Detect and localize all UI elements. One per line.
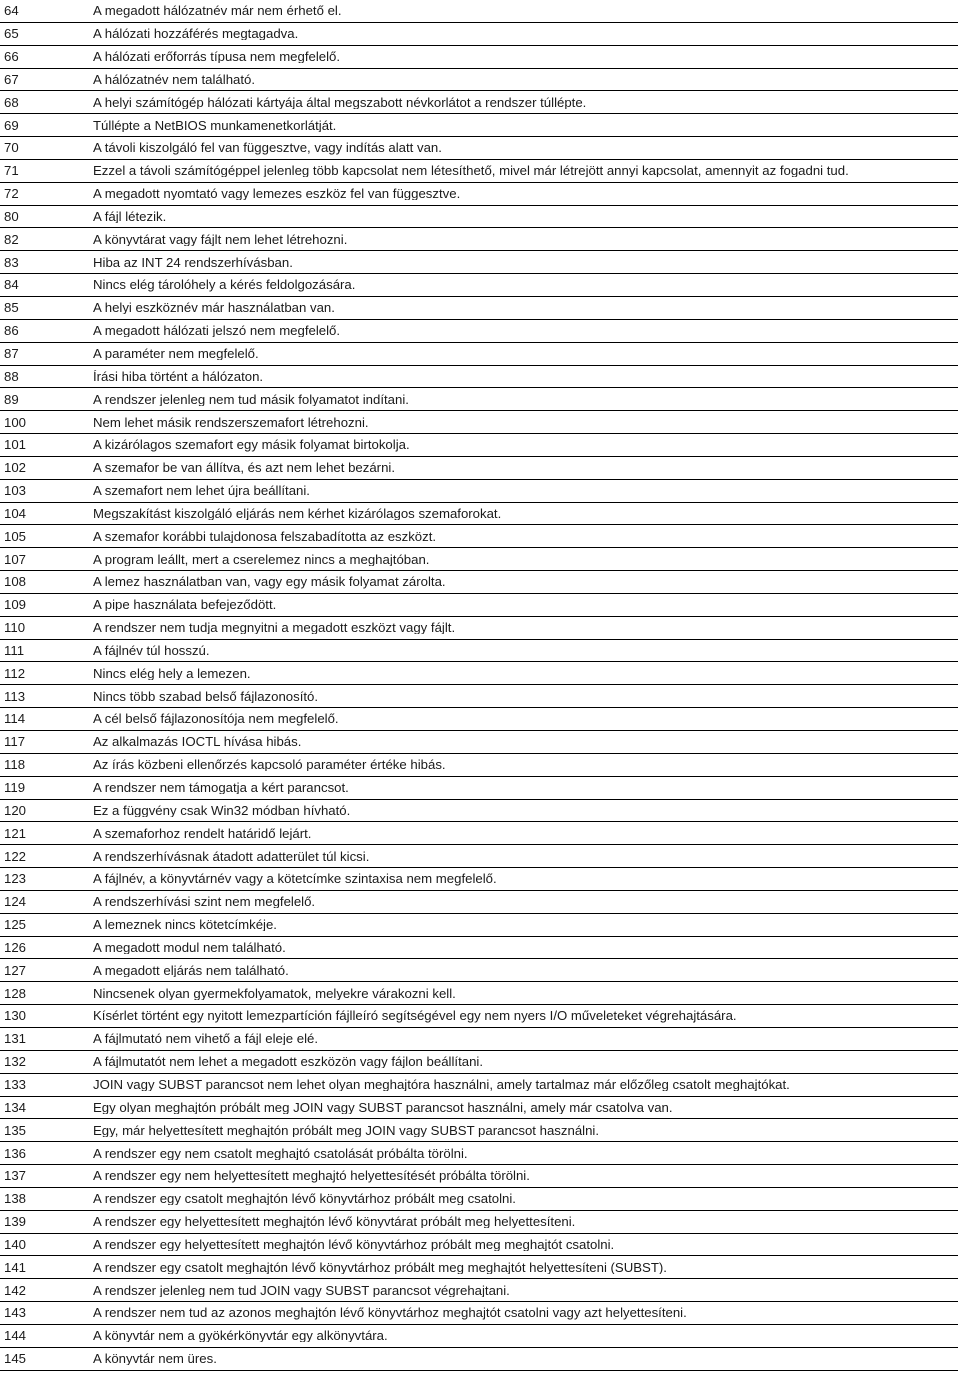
error-message: A fájlnév, a könyvtárnév vagy a kötetcímke szintaxisa nem megfelelő. <box>93 872 497 886</box>
table-row <box>0 114 958 137</box>
error-message: A könyvtárat vagy fájlt nem lehet létrehozni. <box>93 232 348 246</box>
error-code: 134 <box>4 1099 27 1115</box>
error-message: A rendszer nem tudja megnyitni a megadott eszközt vagy fájlt. <box>93 621 456 635</box>
error-code: 132 <box>4 1054 27 1070</box>
error-message: A szemaforhoz rendelt határidő lejárt. <box>93 826 312 840</box>
error-message: Nincs elég hely a lemezen. <box>93 666 251 680</box>
error-message: A rendszer jelenleg nem tud másik folyamatot indítani. <box>93 392 409 406</box>
table-row <box>0 1005 958 1028</box>
error-message: A rendszer nem tud az azonos meghajtón lévő könyvtárhoz meghajtót csatolni vagy azt helyettesíteni. <box>93 1306 687 1320</box>
error-code: 126 <box>4 939 27 955</box>
error-message: Egy olyan meghajtón próbált meg JOIN vagy SUBST parancsot használni, amely már csatolva van. <box>93 1100 673 1115</box>
error-message: A megadott modul nem található. <box>93 940 286 955</box>
error-code: 109 <box>4 597 27 613</box>
error-code: 68 <box>4 94 19 110</box>
table-row <box>0 685 958 708</box>
error-message: A lemeznek nincs kötetcímkéje. <box>93 918 277 932</box>
error-message: A rendszer jelenleg nem tud JOIN vagy SUBST parancsot végrehajtani. <box>93 1283 510 1297</box>
table-row <box>0 183 958 206</box>
table-row <box>0 320 958 343</box>
table-row <box>0 1211 958 1234</box>
error-message: A rendszer egy csatolt meghajtón lévő könyvtárhoz próbált meg meghajtót helyettesíteni (SUBST). <box>93 1260 667 1274</box>
error-code: 136 <box>4 1145 27 1161</box>
error-message: A pipe használata befejeződött. <box>93 598 277 612</box>
error-code: 140 <box>4 1236 27 1252</box>
error-code: 125 <box>4 917 27 933</box>
table-row <box>0 457 958 480</box>
error-code: 105 <box>4 528 27 544</box>
table-row <box>0 777 958 800</box>
error-code: 137 <box>4 1168 27 1184</box>
error-code: 101 <box>4 437 27 453</box>
table-row <box>0 503 958 526</box>
table-row <box>0 594 958 617</box>
table-row <box>0 46 958 69</box>
error-message: A rendszerhívási szint nem megfelelő. <box>93 895 316 909</box>
error-code: 85 <box>4 300 19 316</box>
error-message: A fájlnév túl hosszú. <box>93 643 210 658</box>
table-row <box>0 800 958 823</box>
table-row <box>0 1348 958 1371</box>
error-message: A fájlmutató nem vihető a fájl eleje elé. <box>93 1032 319 1046</box>
error-message: Írási hiba történt a hálózaton. <box>93 369 264 384</box>
table-row <box>0 69 958 92</box>
error-code: 112 <box>4 665 26 681</box>
error-message: A rendszer egy helyettesített meghajtón lévő könyvtárat próbált meg helyettesíteni. <box>93 1215 576 1229</box>
error-code: 103 <box>4 483 27 499</box>
error-code: 67 <box>4 71 19 87</box>
error-message: A helyi eszköznév már használatban van. <box>93 301 335 315</box>
error-message: A megadott eljárás nem található. <box>93 963 289 977</box>
table-row <box>0 617 958 640</box>
error-message: Egy, már helyettesített meghajtón próbált meg JOIN vagy SUBST parancsot használni. <box>93 1123 600 1137</box>
table-row <box>0 1279 958 1302</box>
error-code: 80 <box>4 208 19 224</box>
error-code: 71 <box>4 163 19 179</box>
error-code: 102 <box>4 460 27 476</box>
table-row <box>0 1256 958 1279</box>
error-code: 108 <box>4 574 27 590</box>
table-row <box>0 1234 958 1257</box>
error-message: Ez a függvény csak Win32 módban hívható. <box>93 803 351 818</box>
error-message: A szemafort nem lehet újra beállítani. <box>93 484 310 498</box>
table-row <box>0 91 958 114</box>
error-message: Az írás közbeni ellenőrzés kapcsoló paraméter értéke hibás. <box>93 758 446 772</box>
error-code: 86 <box>4 323 19 339</box>
error-message: A rendszer egy helyettesített meghajtón lévő könyvtárhoz próbált meg meghajtót csatolni. <box>93 1237 615 1252</box>
error-message: Hiba az INT 24 rendszerhívásban. <box>93 255 293 269</box>
table-row <box>0 1119 958 1142</box>
table-row <box>0 1097 958 1120</box>
table-row <box>0 1165 958 1188</box>
table-row <box>0 160 958 183</box>
error-message: A szemafor be van állítva, és azt nem lehet bezárni. <box>93 461 396 475</box>
table-row <box>0 434 958 457</box>
table-row <box>0 137 958 160</box>
error-message: Nincs több szabad belső fájlazonosító. <box>93 689 319 703</box>
error-message: Megszakítást kiszolgáló eljárás nem kérhet kizárólagos szemaforokat. <box>93 506 502 521</box>
error-message: Nincs elég tárolóhely a kérés feldolgozására. <box>93 278 356 292</box>
error-message: A fájlmutatót nem lehet a megadott eszközön vagy fájlon beállítani. <box>93 1055 483 1069</box>
table-row <box>0 982 958 1005</box>
error-message: Nem lehet másik rendszerszemafort létrehozni. <box>93 415 369 429</box>
error-message: A megadott hálózati jelszó nem megfelelő. <box>93 324 341 338</box>
error-code: 113 <box>4 688 26 704</box>
table-row <box>0 640 958 663</box>
error-code: 128 <box>4 985 27 1001</box>
error-code: 139 <box>4 1214 27 1230</box>
error-code: 142 <box>4 1282 27 1298</box>
error-code: 110 <box>4 620 26 636</box>
table-row <box>0 937 958 960</box>
error-message: A rendszer egy nem csatolt meghajtó csatolását próbálta törölni. <box>93 1146 468 1160</box>
error-code: 131 <box>4 1031 27 1047</box>
table-row <box>0 388 958 411</box>
table-row <box>0 845 958 868</box>
table-row <box>0 206 958 229</box>
error-code: 84 <box>4 277 19 293</box>
error-message: A rendszerhívásnak átadott adatterület túl kicsi. <box>93 849 370 863</box>
table-row <box>0 411 958 434</box>
error-code: 64 <box>4 3 19 19</box>
error-code: 70 <box>4 140 19 156</box>
error-code: 138 <box>4 1191 27 1207</box>
error-code: 89 <box>4 391 19 407</box>
error-message: A távoli kiszolgáló fel van függesztve, vagy indítás alatt van. <box>93 141 442 155</box>
table-row <box>0 708 958 731</box>
error-code: 145 <box>4 1351 27 1367</box>
error-message: A lemez használatban van, vagy egy másik folyamat zárolta. <box>93 575 446 589</box>
error-code: 127 <box>4 962 27 978</box>
table-row <box>0 959 958 982</box>
error-message: A hálózati erőforrás típusa nem megfelelő. <box>93 50 341 64</box>
table-row <box>0 0 958 23</box>
table-row <box>0 251 958 274</box>
error-code: 141 <box>4 1259 27 1275</box>
table-row <box>0 23 958 46</box>
error-message: Ezzel a távoli számítógéppel jelenleg több kapcsolat nem létesíthető, mivel már létrejött annyi kapcsolat, amennyit az fogadni tud. <box>93 164 849 178</box>
error-code: 65 <box>4 26 19 42</box>
error-code: 133 <box>4 1076 27 1092</box>
table-row <box>0 1074 958 1097</box>
error-message: Az alkalmazás IOCTL hívása hibás. <box>93 735 302 749</box>
error-message: A könyvtár nem a gyökérkönyvtár egy alkönyvtára. <box>93 1329 388 1343</box>
error-code: 121 <box>4 825 27 841</box>
error-code: 122 <box>4 848 27 864</box>
table-row <box>0 228 958 251</box>
error-message: A cél belső fájlazonosítója nem megfelelő. <box>93 712 339 726</box>
error-code: 117 <box>4 734 26 750</box>
error-code: 118 <box>4 757 26 773</box>
error-code: 100 <box>4 414 27 430</box>
error-message: A rendszer nem támogatja a kért parancsot. <box>93 781 349 795</box>
table-row <box>0 525 958 548</box>
error-message: A paraméter nem megfelelő. <box>93 346 259 361</box>
error-code: 88 <box>4 368 19 384</box>
table-row <box>0 868 958 891</box>
error-message: A megadott hálózatnév már nem érhető el. <box>93 4 342 18</box>
error-message: A szemafor korábbi tulajdonosa felszabadította az eszközt. <box>93 529 437 543</box>
error-code: 83 <box>4 254 19 270</box>
error-code: 124 <box>4 894 27 910</box>
error-code: 72 <box>4 186 19 202</box>
error-message: A fájl létezik. <box>93 209 167 224</box>
error-code: 119 <box>4 780 26 795</box>
table-row <box>0 822 958 845</box>
table-row <box>0 343 958 366</box>
table-row <box>0 1051 958 1074</box>
table-row <box>0 731 958 754</box>
error-message: A kizárólagos szemafort egy másik folyamat birtokolja. <box>93 438 410 452</box>
table-row <box>0 571 958 594</box>
error-code: 69 <box>4 117 19 133</box>
error-message: Kísérlet történt egy nyitott lemezpartíción fájlleíró segítségével egy nem nyers I/O műveleteket végrehajtására. <box>93 1009 737 1023</box>
error-code: 123 <box>4 871 27 887</box>
error-message: A hálózati hozzáférés megtagadva. <box>93 27 299 41</box>
error-message: A rendszer egy csatolt meghajtón lévő könyvtárhoz próbált meg csatolni. <box>93 1192 516 1206</box>
error-message: A program leállt, mert a cserelemez nincs a meghajtóban. <box>93 552 430 566</box>
error-message: A megadott nyomtató vagy lemezes eszköz fel van függesztve. <box>93 187 461 201</box>
table-row <box>0 548 958 571</box>
error-code: 143 <box>4 1305 27 1321</box>
error-message: JOIN vagy SUBST parancsot nem lehet olyan meghajtóra használni, amely tartalmaz már előzőleg csatolt meghajtókat. <box>93 1077 790 1092</box>
table-row <box>0 1142 958 1165</box>
error-message: A hálózatnév nem található. <box>93 72 256 87</box>
table-row <box>0 366 958 389</box>
error-code: 87 <box>4 345 19 361</box>
error-code: 144 <box>4 1328 27 1344</box>
error-message: Nincsenek olyan gyermekfolyamatok, melyekre várakozni kell. <box>93 986 456 1000</box>
error-code: 135 <box>4 1122 27 1138</box>
error-code: 82 <box>4 231 19 247</box>
table-row <box>0 1188 958 1211</box>
error-message: A helyi számítógép hálózati kártyája által megszabott névkorlátot a rendszer túllépte. <box>93 95 587 109</box>
table-row <box>0 1325 958 1348</box>
error-code: 130 <box>4 1008 27 1024</box>
error-code: 114 <box>4 711 26 727</box>
table-row <box>0 662 958 685</box>
error-code: 120 <box>4 802 27 818</box>
table-row <box>0 297 958 320</box>
error-message: Túllépte a NetBIOS munkamenetkorlátját. <box>93 118 337 132</box>
error-code: 107 <box>4 551 27 567</box>
table-row <box>0 274 958 297</box>
error-code: 111 <box>4 642 25 658</box>
error-code: 104 <box>4 505 27 521</box>
table-row <box>0 1302 958 1325</box>
error-message: A rendszer egy nem helyettesített meghajtó helyettesítését próbálta törölni. <box>93 1169 530 1183</box>
error-code: 66 <box>4 49 19 64</box>
table-row <box>0 1028 958 1051</box>
table-row <box>0 480 958 503</box>
table-row <box>0 891 958 914</box>
table-row <box>0 914 958 937</box>
table-row <box>0 754 958 777</box>
error-message: A könyvtár nem üres. <box>93 1352 217 1366</box>
